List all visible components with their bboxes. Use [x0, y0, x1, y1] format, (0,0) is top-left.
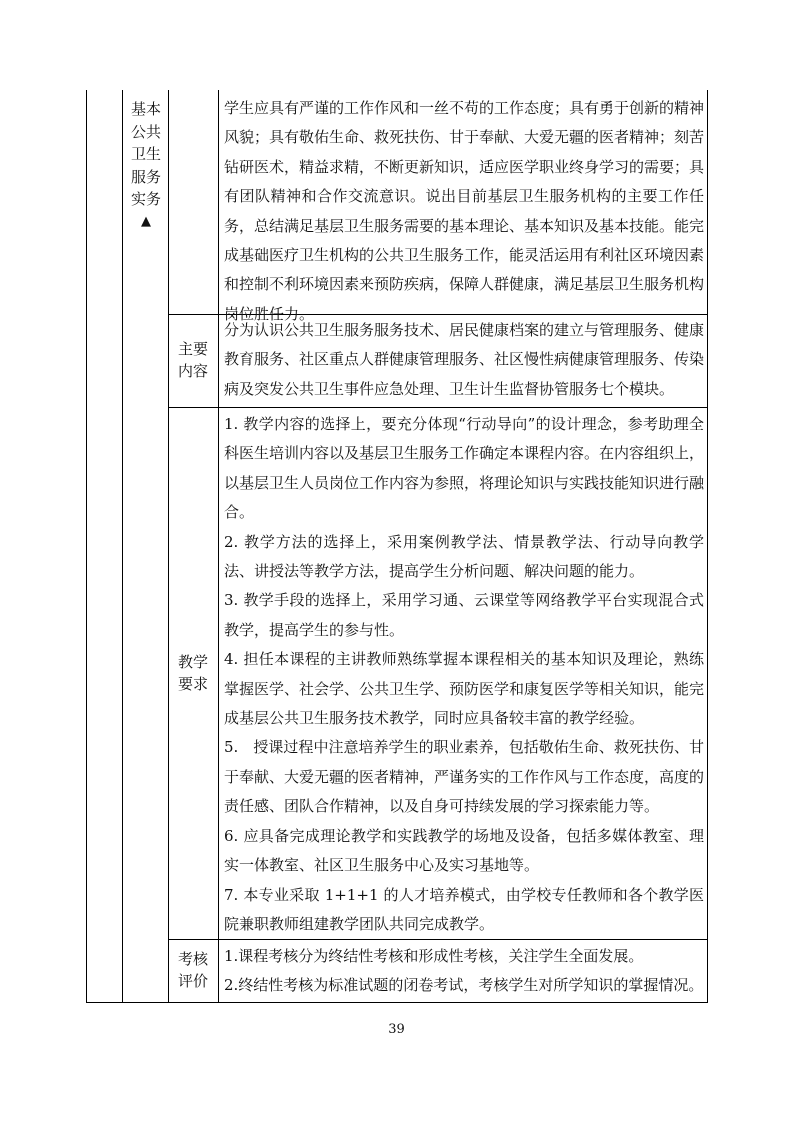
- teaching-requirement-item: 6. 应具备完成理论教学和实践教学的场地及设备，包括多媒体教室、理实一体教室、社区卫生服务中心及实习基地等。: [224, 826, 704, 875]
- teaching-requirement-item: 1. 教学内容的选择上，要充分体现“行动导向”的设计理念，参考助理全科医生培训内容以及基层卫生服务工作确定本课程内容。在内容组织上，以基层卫生人员岗位工作内容为参照，将理论知识与实践技能知识进行融合。: [224, 415, 705, 522]
- main-content-text: 分为认识公共卫生服务服务技术、居民健康档案的建立与管理服务、健康教育服务、社区重点人群健康管理服务、社区慢性病健康管理服务、传染病及突发公共卫生事件应急处理、卫生计生监督协管服务七个模块。: [224, 321, 705, 398]
- teaching-requirement-item: 7. 本专业采取 1+1+1 的人才培养模式，由学校专任教师和各个教学医院兼职教师组建教学团队共同完成教学。: [224, 885, 704, 933]
- teaching-requirements-cell: [224, 410, 704, 939]
- course-name-line: 公共: [130, 122, 161, 141]
- table-border-right: [707, 90, 708, 1002]
- label-line: 考核: [177, 950, 208, 968]
- teaching-requirement-item: 5. 授课过程中注意培养学生的职业素养，包括敬佑生命、救死扶伤、甘于奉献、大爱无疆的医者精神，严谨务实的工作作风与工作态度，高度的责任感、团队合作精神，以及自身可持续发展的学习探索能力等。: [224, 738, 705, 816]
- triangle-marker-icon: ▲: [141, 213, 151, 229]
- course-name-line: 实务: [130, 190, 161, 208]
- label-line: 要求: [177, 675, 208, 693]
- main-content-label: [169, 338, 217, 382]
- table-border-bottom: [86, 1002, 708, 1003]
- table-column-divider-2: [168, 90, 169, 1002]
- teaching-requirement-item: 4. 担任本课程的主讲教师熟练掌握本课程相关的基本知识及理论，熟练掌握医学、社会学、公共卫生学、预防医学和康复医学等相关知识，能完成基层公共卫生服务技术教学，同时应具备较丰富的教学经验。: [224, 650, 705, 728]
- course-name-cell: [124, 98, 168, 233]
- row-divider-2: [168, 407, 708, 408]
- table-column-divider-1: [122, 90, 123, 1002]
- assessment-cell: [224, 942, 704, 1001]
- course-name-line: 基本: [130, 100, 161, 118]
- teaching-requirement-item: 2. 教学方法的选择上，采用案例教学法、情景教学法、行动导向教学法、讲授法等教学方法，提高学生分析问题、解决问题的能力。: [224, 532, 704, 581]
- course-name-line: 服务: [130, 167, 161, 186]
- assessment-label: [169, 948, 217, 992]
- label-line: 主要: [177, 340, 208, 358]
- label-line: 教学: [177, 653, 208, 671]
- table-column-divider-3: [218, 90, 219, 1002]
- page-number: 39: [388, 1022, 405, 1037]
- assessment-item: 1.课程考核分为终结性考核和形成性考核，关注学生全面发展。: [224, 947, 644, 965]
- course-description-cell: [224, 94, 704, 329]
- main-content-cell: [224, 316, 704, 404]
- label-line: 内容: [177, 362, 208, 380]
- teaching-requirement-item: 3. 教学手段的选择上，采用学习通、云课堂等网络教学平台实现混合式教学，提高学生的参与性。: [224, 591, 704, 639]
- label-line: 评价: [177, 972, 208, 990]
- course-name-line: 卫生: [130, 145, 161, 163]
- assessment-item: 2.终结性考核为标准试题的闭卷考试，考核学生对所学知识的掌握情况。: [224, 976, 704, 995]
- teaching-requirements-label: [169, 651, 217, 695]
- table-border-left: [86, 90, 87, 1002]
- course-description-text: 学生应具有严谨的工作作风和一丝不苟的工作态度；具有勇于创新的精神风貌；具有敬佑生命、救死扶伤、甘于奉献、大爱无疆的医者精神；刻苦钻研医术，精益求精，不断更新知识，适应医学职业终身学习的需要；具有团队精神和合作交流意识。说出目前基层卫生服务机构的主要工作任务，总结满足基层卫生服务需要的基本理论、基本知识及基本技能。能完成基础医疗卫生机构的公共卫生服务工作，能灵活运用有利社区环境因素和控制不利环境因素来预防疾病，保障人群健康，满足基层卫生服务机构岗位胜任力。: [224, 99, 705, 323]
